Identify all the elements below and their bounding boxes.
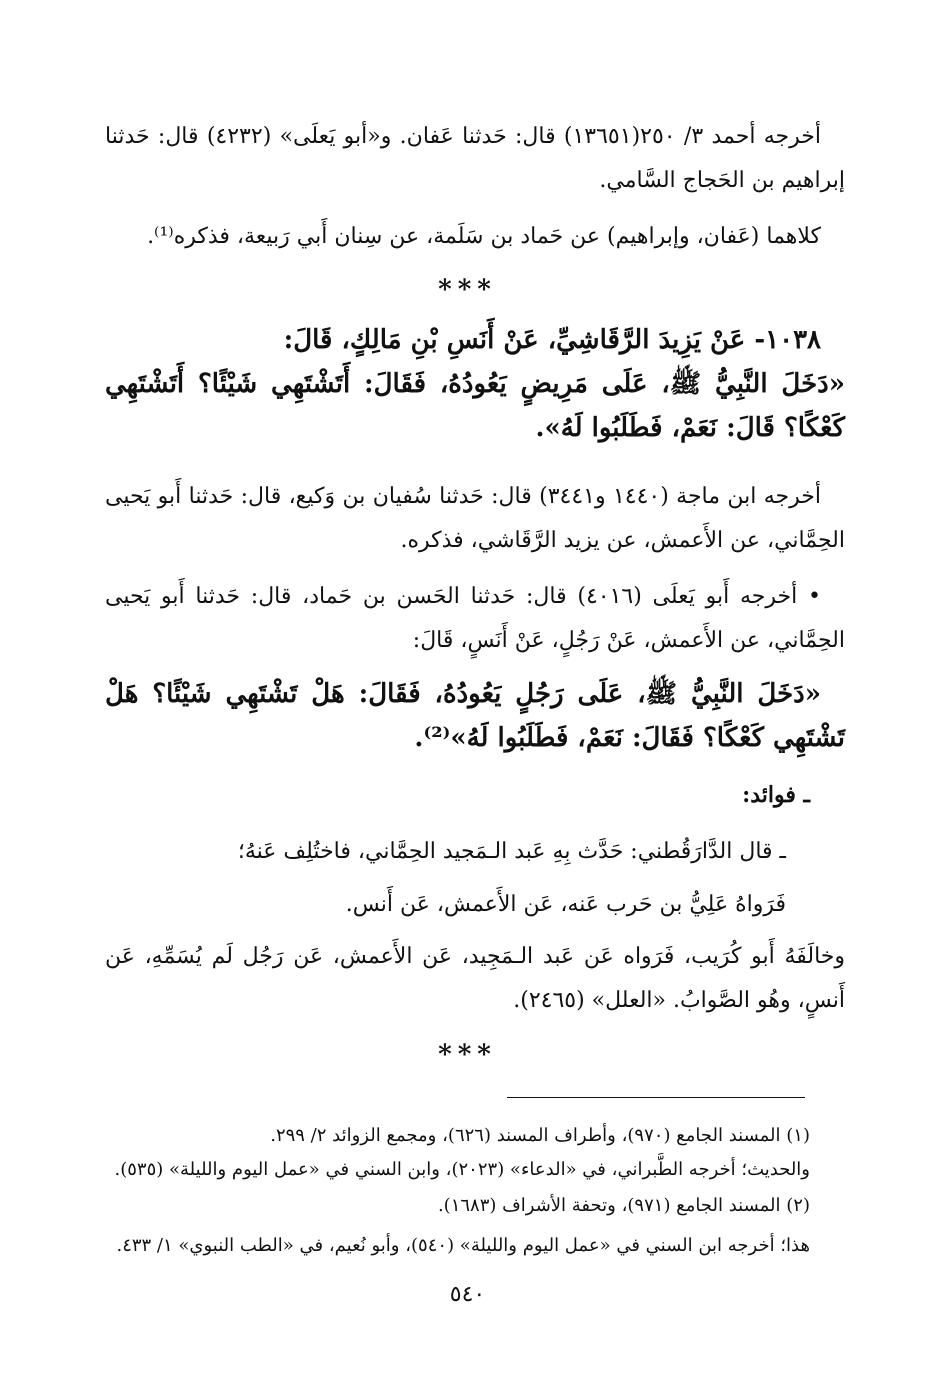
hadith-text-variant: «دَخَلَ النَّبِيُّ ﷺ، عَلَى رَجُلٍ يَعُودُهُ، فَقَالَ: هَلْ تَشْتَهِي شَيْئًا؟ هَلْ تَشْتَهِي كَعْكًا؟ فَقَالَ: نَعَمْ، فَطَلَبُوا لَهُ»⁽²⁾. [105, 679, 845, 753]
takhrij-paragraph-3: أخرجه ابن ماجة (١٤٤٠ و٣٤٤١) قال: حَدثنا سُفيان بن وَكيع، قال: حَدثنا أَبو يَحيى الحِمَّاني، عن الأَعمش، عن يزيد الرَّقَاشي، فذكره. [105, 484, 845, 553]
takhrij-paragraph-1: أخرجه أحمد ٣/ ٢٥٠(١٣٦٥١) قال: حَدثنا عَفان. و«أبو يَعلَى» (٤٢٣٢) قال: حَدثنا إبراهيم بن الحَجاج السَّامي. [105, 124, 845, 193]
fawaid-heading: ـ فوائد: [742, 782, 810, 808]
page-number: ٥٤٠ [449, 1282, 486, 1307]
footnote-2-continuation: هذا؛ أخرجه ابن السني في «عمل اليوم والليلة» (٥٤٠)، وأبو نُعيم، في «الطب النبوي» ١/ ٤٣٣. [116, 1235, 810, 1256]
hadith-number-heading: ١٠٣٨- عَنْ يَزِيدَ الرَّقَاشِيِّ، عَنْ أَنَسِ بْنِ مَالِكٍ، قَالَ: [283, 325, 821, 355]
section-separator-stars: *** [438, 275, 497, 305]
section-separator-stars-2: *** [438, 1040, 497, 1070]
takhrij-paragraph-4: • أخرجه أَبو يَعلَى (٤٠١٦) قال: حَدثنا الحَسن بن حَماد، قال: حَدثنا أَبو يَحيى الحِمَّاني، عن الأَعمش، عَنْ رَجُلٍ، عَنْ أَنَسٍ، قَالَ: [105, 584, 845, 653]
footnote-1-continuation: والحديث؛ أخرجه الطَّبراني، في «الدعاء» (٢٠٢٣)، وابن السني في «عمل اليوم والليلة» (٥٣٥). [114, 1159, 810, 1180]
takhrij-paragraph-2: كلاهما (عَفان، وإبراهيم) عن حَماد بن سَلَمة، عن سِنان أَبي رَبيعة، فذكره⁽¹⁾. [147, 224, 821, 249]
fawaid-line-3: وخالَفَهُ أَبو كُرَيب، فَرَواه عَن عَبد الـمَجِيد، عَن الأَعمش، عَن رَجُل لَم يُسَمِّهِ، عَن أَنسٍ، وهُو الصَّوابُ. «العلل» (٢٤٦٥). [105, 944, 845, 1013]
fawaid-line-2: فَرَواهُ عَلِيُّ بن حَرب عَنه، عَن الأَعمش، عَن أَنس. [345, 892, 786, 917]
hadith-text: «دَخَلَ النَّبِيُّ ﷺ، عَلَى مَرِيضٍ يَعُودُهُ، فَقَالَ: أَتَشْتَهِي شَيْئًا؟ أَتَشْتَهِي كَعْكًا؟ قَالَ: نَعَمْ، فَطَلَبُوا لَهُ». [105, 369, 845, 443]
footnote-2: (٢) المسند الجامع (٩٧١)، وتحفة الأشراف (١٦٨٣). [437, 1195, 810, 1216]
footnote-1: (١) المسند الجامع (٩٧٠)، وأطراف المسند (٦٢٦)، ومجمع الزوائد ٢/ ٢٩٩. [270, 1125, 810, 1146]
footnote-separator [507, 1097, 805, 1098]
fawaid-line-1: ـ قال الدَّارَقُطني: حَدَّث بِهِ عَبد الـمَجيد الحِمَّاني، فاختُلِف عَنهُ؛ [237, 839, 786, 864]
